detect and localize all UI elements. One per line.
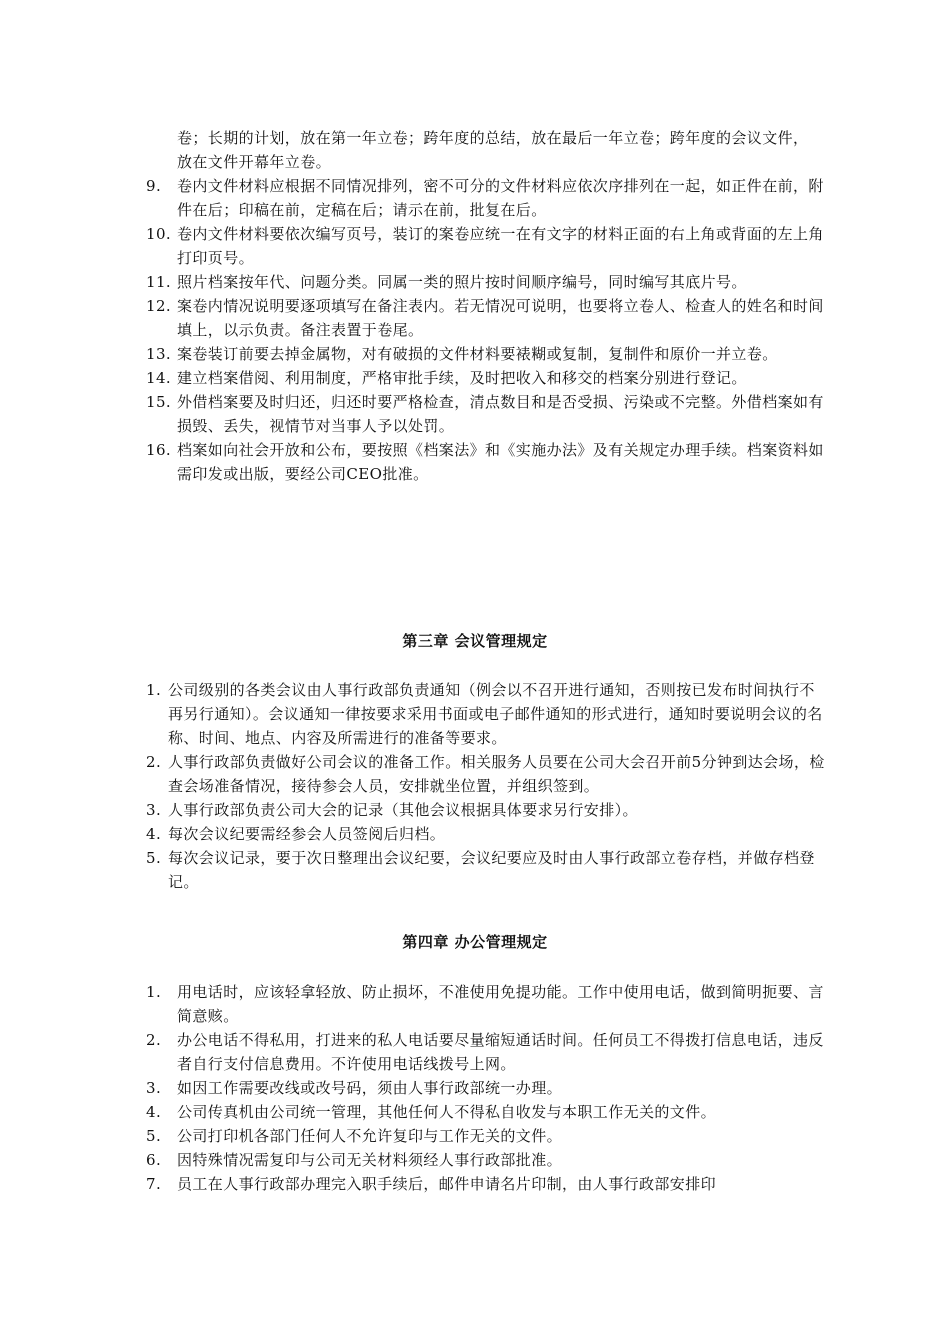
list-item: 16. 档案如向社会开放和公布，要按照《档案法》和《实施办法》及有关规定办理手续。档案资料如需印发或出版，要经公司CEO批准。 [146, 441, 824, 483]
office-rules-list [146, 980, 826, 1196]
list-item: 2. 人事行政部负责做好公司会议的准备工作。相关服务人员要在公司大会召开前5分钟到达会场，检查会场准备情况，接待参会人员，安排就坐位置，并组织签到。 [146, 753, 825, 795]
list-item: 3. 人事行政部负责公司大会的记录（其他会议根据具体要求另行安排）。 [146, 801, 638, 819]
list-item: 12. 案卷内情况说明要逐项填写在备注表内。若无情况可说明，也要将立卷人、检查人的姓名和时间填上，以示负责。备注表置于卷尾。 [146, 297, 824, 339]
list-item: 4. 每次会议纪要需经参会人员签阅后归档。 [146, 825, 446, 843]
chapter-4-heading: 第四章 办公管理规定 [402, 933, 548, 951]
list-item: 6. 因特殊情况需复印与公司无关材料须经人事行政部批准。 [146, 1151, 563, 1169]
list-item: 2. 办公电话不得私用，打进来的私人电话要尽量缩短通话时间。任何员工不得拨打信息电话，违反者自行支付信息费用。不许使用电话线拨号上网。 [146, 1031, 824, 1073]
list-item: 5. 公司打印机各部门任何人不允许复印与工作无关的文件。 [146, 1127, 563, 1145]
list-item: 7. 员工在人事行政部办理完入职手续后，邮件申请名片印制，由人事行政部安排印 [146, 1175, 717, 1193]
list-item: 14. 建立档案借阅、利用制度，严格审批手续，及时把收入和移交的档案分别进行登记。 [146, 369, 747, 387]
continuation-paragraph: 卷；长期的计划，放在第一年立卷；跨年度的总结，放在最后一年立卷；跨年度的会议文件，放在文件开幕年立卷。 [177, 129, 809, 171]
list-item: 15. 外借档案要及时归还，归还时要严格检查，清点数目和是否受损、污染或不完整。外借档案如有损毁、丢失，视情节对当事人予以处罚。 [146, 393, 824, 435]
list-item: 1. 用电话时，应该轻拿轻放、防止损坏，不准使用免提功能。工作中使用电话，做到简明扼要、言简意赅。 [146, 983, 824, 1025]
meeting-rules-list [146, 678, 826, 894]
list-item: 13. 案卷装订前要去掉金属物，对有破损的文件材料要裱糊或复制，复制件和原价一并立卷。 [146, 345, 778, 363]
list-item: 10. 卷内文件材料要依次编写页号，装订的案卷应统一在有文字的材料正面的右上角或背面的左上角打印页号。 [146, 225, 824, 267]
list-item: 9. 卷内文件材料应根据不同情况排列，密不可分的文件材料应依次序排列在一起，如正件在前，附件在后；印稿在前，定稿在后；请示在前，批复在后。 [146, 177, 824, 219]
list-item: 4. 公司传真机由公司统一管理，其他任何人不得私自收发与本职工作无关的文件。 [146, 1103, 717, 1121]
chapter-3-heading: 第三章 会议管理规定 [402, 632, 548, 650]
list-item: 5. 每次会议记录，要于次日整理出会议纪要，会议纪要应及时由人事行政部立卷存档，并做存档登记。 [146, 849, 815, 891]
list-item: 11. 照片档案按年代、问题分类。同属一类的照片按时间顺序编号，同时编写其底片号。 [146, 273, 747, 291]
list-item: 1. 公司级别的各类会议由人事行政部负责通知（例会以不召开进行通知，否则按已发布时间执行不再另行通知）。会议通知一律按要求采用书面或电子邮件通知的形式进行，通知时要说明会议的名称、时间、地点、内容及所需进行的准备等要求。 [146, 681, 823, 747]
list-item: 3. 如因工作需要改线或改号码，须由人事行政部统一办理。 [146, 1079, 563, 1097]
archive-rules-list [146, 174, 826, 486]
